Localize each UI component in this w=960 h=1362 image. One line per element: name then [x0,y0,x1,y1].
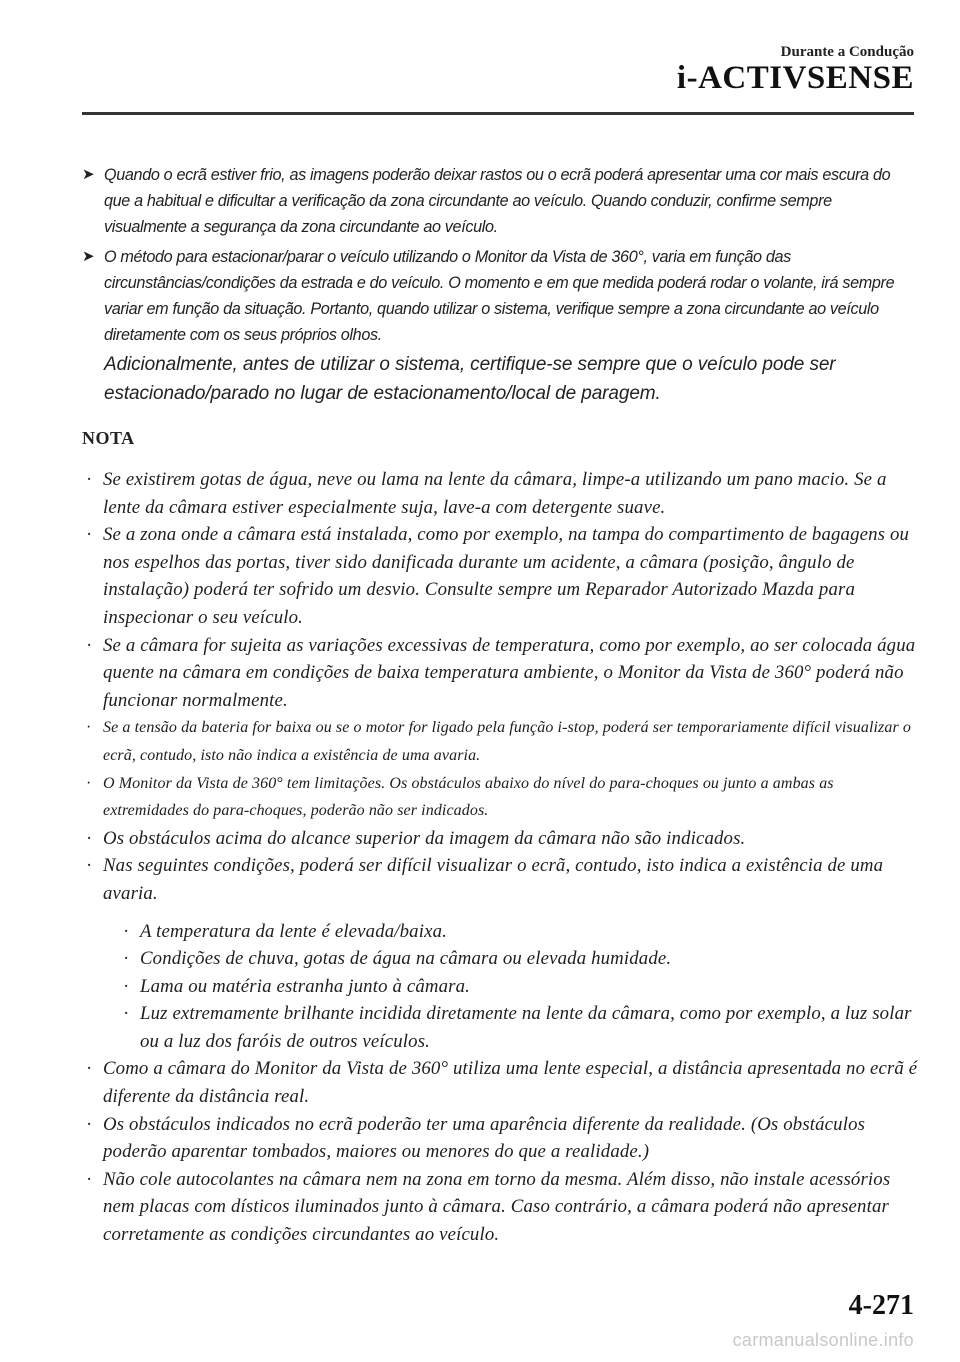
arrow-bullet-icon: ➤ [82,248,95,265]
note-list [86,466,918,1249]
bullet-dot-icon: · [86,1113,93,1135]
warning-list [82,162,916,408]
warning-text: O método para estacionar/parar o veículo utilizando o Monitor da Vista de 360°, varia em função das circunstâncias/condições da estrada e do veículo. O momento e em que medida poderá rodar o volante, irá sempre variar em função da situação. Portanto, quando utilizar o sistema, verifique sempre a zona circundante ao veículo diretamente com os seus próprios olhos. [104,248,895,344]
bullet-dot-icon: · [86,1058,93,1080]
note-item [86,825,918,853]
bullet-dot-icon: · [123,975,130,997]
bullet-dot-icon: · [86,719,92,737]
bullet-dot-icon: · [86,774,92,792]
bullet-dot-icon: · [86,827,93,849]
chapter-title: i-ACTIVSENSE [676,60,914,96]
bullet-dot-icon: · [86,524,93,546]
note-text: Se a zona onde a câmara está instalada, como por exemplo, na tampa do compartimento de bagagens ou nos espelhos das portas, tiver sido danificada durante um acidente, a câmara (posição, ângulo de instalação) poderá ter sofrido um desvio. Consulte sempre um Reparador Autorizado Mazda para inspecionar o seu veículo. [103,524,910,628]
warning-item [82,162,916,240]
page-number: 4-271 [848,1290,914,1321]
note-text: Se a câmara for sujeita as variações excessivas de temperatura, como por exemplo, ao ser colocada água quente na câmara em condições de baixa temperatura ambiente, o Monitor da Vista de 360° poderá não funcionar normalmente. [103,634,916,711]
note-item [86,852,918,1055]
note-text: Se existirem gotas de água, neve ou lama na lente da câmara, limpe-a utilizando um pano macio. Se a lente da câmara estiver especialmente suja, lave-a com detergente suave. [103,469,887,518]
note-item [86,466,918,521]
warning-item [82,244,916,408]
note-subtext: A temperatura da lente é elevada/baixa. [140,920,447,942]
bullet-dot-icon: · [123,948,130,970]
note-item [86,770,918,825]
bullet-dot-icon: · [86,634,93,656]
warning-additional-text: Adicionalmente, antes de utilizar o sistema, certifique-se sempre que o veículo pode ser estacionado/parado no lugar de estacionamento/local de paragem. [104,354,836,404]
note-sublist [123,918,918,1056]
note-subtext: Condições de chuva, gotas de água na câmara ou elevada humidade. [140,948,672,970]
bullet-dot-icon: · [123,920,130,942]
note-text: Os obstáculos indicados no ecrã poderão ter uma aparência diferente da realidade. (Os obstáculos poderão aparentar tombados, maiores ou menores do que a realidade.) [103,1113,866,1163]
note-item [86,632,918,715]
note-item [86,1166,918,1249]
bullet-dot-icon: · [123,1003,130,1025]
bullet-dot-icon: · [86,469,93,490]
note-item [86,1055,918,1110]
note-text: Os obstáculos acima do alcance superior da imagem da câmara não são indicados. [103,827,746,849]
note-text: Não cole autocolantes na câmara nem na zona em torno da mesma. Além disso, não instale acessórios nem placas com dísticos iluminados junto à câmara. Caso contrário, a câmara poderá não apresentar corretamente as condições circundantes ao veículo. [103,1168,891,1246]
note-heading: NOTA [82,428,135,448]
note-item [86,1111,918,1166]
arrow-bullet-icon: ➤ [82,166,95,183]
section-title: Durante a Condução [780,44,914,60]
note-subtext: Luz extremamente brilhante incidida diretamente na lente da câmara, como por exemplo, a luz solar ou a luz dos faróis de outros veículos. [140,1003,912,1052]
watermark: carmanualsonline.info [732,1330,914,1350]
note-subitem [123,918,918,946]
note-text: Nas seguintes condições, poderá ser difícil visualizar o ecrã, contudo, isto indica a existência de uma avaria. [103,855,884,904]
note-item [86,521,918,631]
note-text: Se a tensão da bateria for baixa ou se o motor for ligado pela função i-stop, poderá ser temporariamente difícil visualizar o ecrã, contudo, isto não indica a existência de uma avaria. [103,719,911,764]
note-subitem [123,973,918,1001]
bullet-dot-icon: · [86,1168,93,1190]
header-divider [82,112,914,115]
note-subitem [123,945,918,973]
note-text: O Monitor da Vista de 360° tem limitações. Os obstáculos abaixo do nível do para-choques ou junto a ambas as extremidades do para-choques, poderão não ser indicados. [103,774,834,820]
note-subitem [123,1000,918,1055]
note-text: Como a câmara do Monitor da Vista de 360° utiliza uma lente especial, a distância apresentada no ecrã é diferente da distância real. [103,1058,918,1108]
note-subtext: Lama ou matéria estranha junto à câmara. [140,975,470,997]
warning-text: Quando o ecrã estiver frio, as imagens poderão deixar rastos ou o ecrã poderá apresentar uma cor mais escura do que a habitual e dificultar a verificação da zona circundante ao veículo. Quando conduzir, confirme sempre visualmente a segurança da zona circundante ao veículo. [104,166,891,236]
bullet-dot-icon: · [86,855,93,877]
note-item [86,714,918,769]
